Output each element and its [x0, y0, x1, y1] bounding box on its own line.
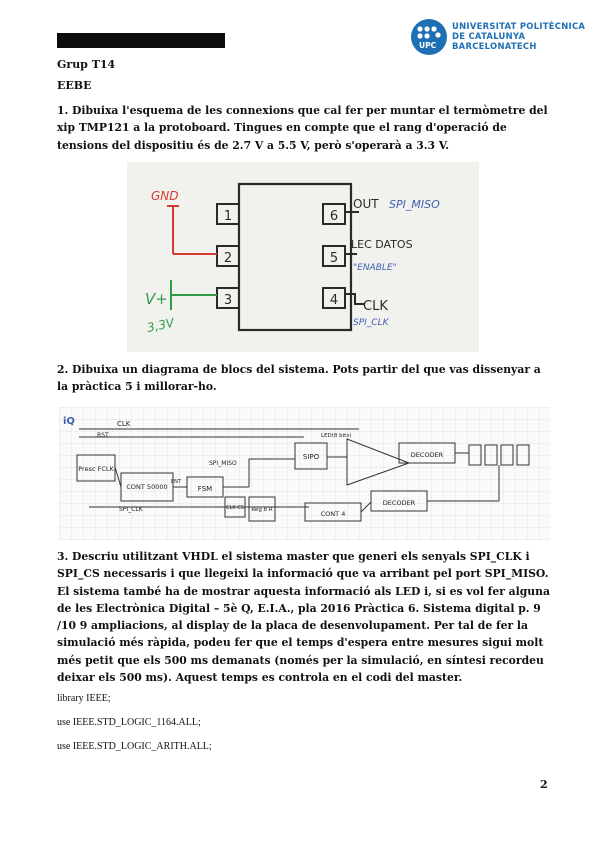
block-clk-cs-label: CLK CS — [226, 505, 244, 511]
code-line-3: use IEEE.STD_LOGIC_ARITH.ALL; — [57, 741, 212, 752]
pin-number-6: 6 — [329, 209, 339, 224]
block-prescaler-label: Presc FCLK — [78, 465, 114, 473]
gnd-label: GND — [151, 189, 179, 203]
block-sipo-label: SIPO — [302, 453, 320, 461]
university-name — [452, 21, 585, 52]
page-number: 2 — [540, 778, 548, 791]
clk-label: CLK — [363, 299, 388, 314]
spi-miso-wire-label: SPI_MISO — [209, 460, 237, 467]
ent-wire-label: ENT — [171, 479, 181, 485]
question-2-text: 2. Dibuixa un diagrama de blocs del sistema. Pots partir del que vas dissenyar a la pràctica 5 i millorar-ho. — [57, 363, 541, 394]
university-line-3: BARCELONATECH — [452, 41, 537, 52]
led-wire-label: LED(8 bits) — [321, 433, 352, 439]
spi-clk-label: SPI_CLK — [353, 318, 389, 328]
question-1-text: 1. Dibuixa l'esquema de les connexions que cal fer per muntar el termòmetre del xip TMP121 a la protoboard. Tingues en compte que el rang d'operació de tensions del dispositiu és de 2.7 V a 5.5 V, però s'operarà a 3.3 V. — [57, 104, 548, 152]
spi-miso-label: SPI_MISO — [389, 198, 440, 211]
upc-logo-letters: UPC — [419, 41, 437, 50]
code-line-2: use IEEE.STD_LOGIC_1164.ALL; — [57, 717, 201, 728]
spi-clk-wire-label: SPI_CLK — [119, 506, 143, 513]
pin-number-4: 4 — [329, 293, 339, 308]
pin-number-3: 3 — [223, 293, 233, 308]
university-line-1: UNIVERSITAT POLITÈCNICA — [452, 21, 586, 31]
rst-bus-label: RST — [97, 432, 109, 439]
school-label: EEBE — [57, 79, 92, 92]
redacted-name-bar — [57, 33, 225, 48]
block-diagram-photo — [59, 407, 550, 540]
lec-datos-label: LEC DATOS — [351, 238, 413, 251]
group-label: Grup T14 — [57, 58, 116, 71]
tmp121-wiring-photo — [127, 162, 479, 352]
block-counter-50000-label: CONT 50000 — [126, 483, 168, 491]
code-line-1: library IEEE; — [57, 693, 111, 704]
block-fsm-label: FSM — [197, 485, 213, 493]
enable-label: "ENABLE" — [353, 263, 397, 273]
pin-number-2: 2 — [223, 251, 233, 266]
pin-number-5: 5 — [329, 251, 339, 266]
photo-background — [127, 162, 479, 352]
university-line-2: DE CATALUNYA — [452, 31, 526, 42]
block-counter-4-label: CONT 4 — [320, 510, 346, 518]
clk-bus-label: CLK — [117, 420, 131, 428]
voltage-label: 3,3V — [145, 315, 176, 335]
vplus-label: V+ — [145, 290, 168, 308]
block-decoder-bottom-label: DECODER — [382, 499, 416, 507]
pin-number-1: 1 — [223, 209, 233, 224]
block-decoder-top-label: DECODER — [410, 451, 444, 459]
out-label: OUT — [353, 197, 379, 211]
corner-label: iQ — [63, 416, 75, 427]
block-register-label: Reg 8 R — [251, 507, 273, 513]
question-3-text: 3. Descriu utilitzant VHDL el sistema master que generi els senyals SPI_CLK i SPI_CS necessaris i que llegeixi la informació que va arribant pel port SPI_MISO. El sistema també ha de mostrar aquesta informació als LED i, si es vol fer alguna de les Electrònica Digital – 5è Q, E.I.A., pla 2016 Pràctica 6. Sistema digital p. 9 /10 9 ampliacions, al display de la placa de desenvolupament. Per tal de fer la simulació més ràpida, podeu fer que el temps d'espera entre mesures sigui molt més petit que els 500 ms demanats (només per la simulació, en síntesi recordeu deixar els 500 ms). Aquest temps es controla en el codi del master. — [57, 550, 550, 685]
